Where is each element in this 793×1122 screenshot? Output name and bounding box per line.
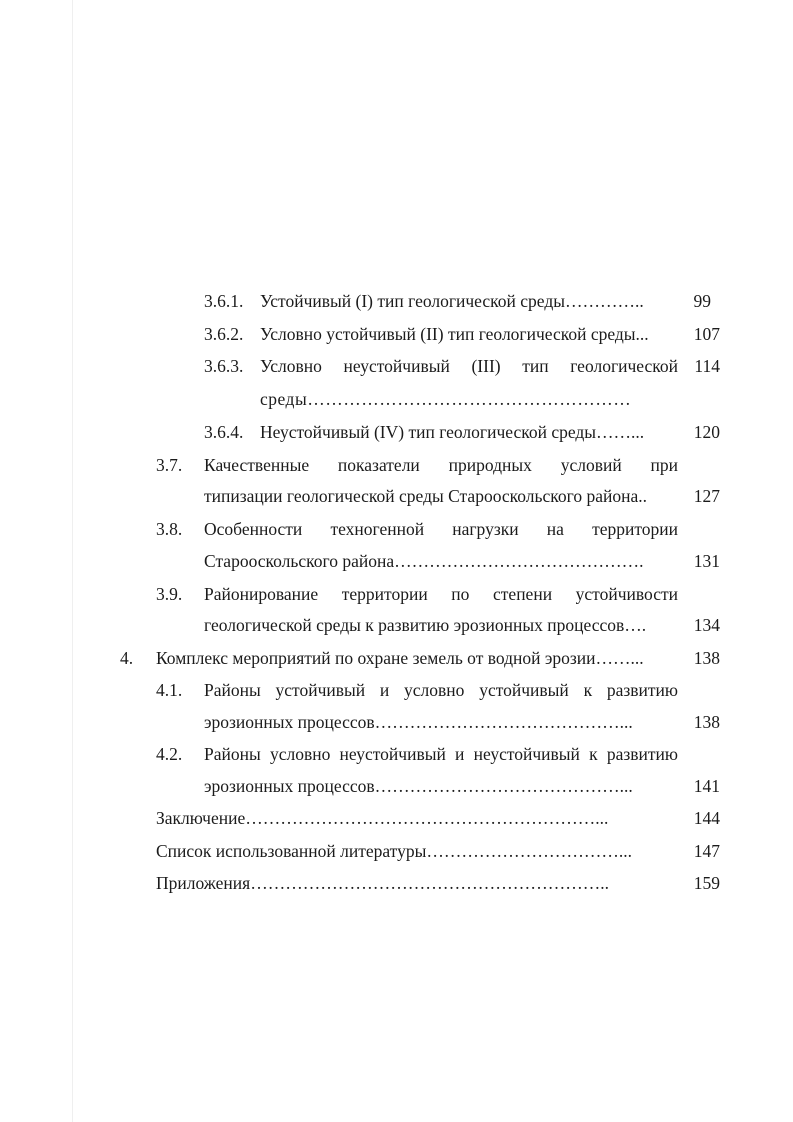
toc-title-4-2: Районы условно неустойчивый и неустойчивый к развитию <box>204 744 678 764</box>
toc-number-3-6-1: 3.6.1. <box>204 291 244 311</box>
toc-title-4: Комплекс мероприятий по охране земель от водной эрозии……... <box>156 648 644 668</box>
toc-number-4: 4. <box>120 648 134 668</box>
toc-number-3-8: 3.8. <box>156 519 183 539</box>
toc-number-3-6-2: 3.6.2. <box>204 324 244 344</box>
toc-page-3-6-1: 99 <box>693 291 711 311</box>
toc-number-4-2: 4.2. <box>156 744 183 764</box>
toc-page-3-7: 127 <box>693 486 720 506</box>
toc-page-references: 147 <box>693 841 720 861</box>
toc-title-appendices: Приложения…………………………………………………….. <box>156 873 609 893</box>
toc-title-3-8-line2: Старооскольского района……………………………………. <box>204 551 644 571</box>
toc-number-3-6-4: 3.6.4. <box>204 422 244 442</box>
toc-title-3-8: Особенности техногенной нагрузки на территории <box>204 519 678 539</box>
toc-page-3-6-2: 107 <box>693 324 720 344</box>
toc-title-3-9: Районирование территории по степени устойчивости <box>204 584 678 604</box>
toc-title-4-1-line2: эрозионных процессов……………………………………... <box>204 712 633 732</box>
toc-number-4-1: 4.1. <box>156 680 183 700</box>
toc-title-3-6-4: Неустойчивый (IV) тип геологической среды……... <box>260 422 645 442</box>
toc-page-4: 138 <box>693 648 720 668</box>
toc-page-3-6-3: 114 <box>694 356 720 376</box>
toc-page-appendices: 159 <box>693 873 720 893</box>
toc-title-3-6-3: Условно неустойчивый (III) тип геологической <box>260 356 678 376</box>
toc-page-3-6-4: 120 <box>693 422 720 442</box>
toc-page-3-8: 131 <box>693 551 720 571</box>
toc-number-3-6-3: 3.6.3. <box>204 356 244 376</box>
toc-page-4-2: 141 <box>693 776 720 796</box>
toc-title-3-6-3-line2: среды……………………………………………… <box>260 389 632 409</box>
toc-title-3-7-line2: типизации геологической среды Старооскольского района.. <box>204 486 648 506</box>
toc-title-references: Список использованной литературы……………………………... <box>156 841 632 861</box>
toc-title-3-6-1: Устойчивый (I) тип геологической среды………….. <box>260 291 644 311</box>
toc-title-4-2-line2: эрозионных процессов……………………………………... <box>204 776 633 796</box>
toc-title-3-9-line2: геологической среды к развитию эрозионных процессов…. <box>204 615 647 635</box>
toc-number-3-9: 3.9. <box>156 584 183 604</box>
toc-number-3-7: 3.7. <box>156 455 183 475</box>
toc-page-3-9: 134 <box>693 615 720 635</box>
toc-page-conclusion: 144 <box>693 808 720 828</box>
toc-title-4-1: Районы устойчивый и условно устойчивый к развитию <box>204 680 678 700</box>
toc-title-conclusion: Заключение……………………………………………………... <box>156 808 609 828</box>
toc-title-3-6-2: Условно устойчивый (II) тип геологической среды... <box>260 324 649 344</box>
toc-title-3-7: Качественные показатели природных условий при <box>204 455 678 475</box>
toc-page-4-1: 138 <box>693 712 720 732</box>
